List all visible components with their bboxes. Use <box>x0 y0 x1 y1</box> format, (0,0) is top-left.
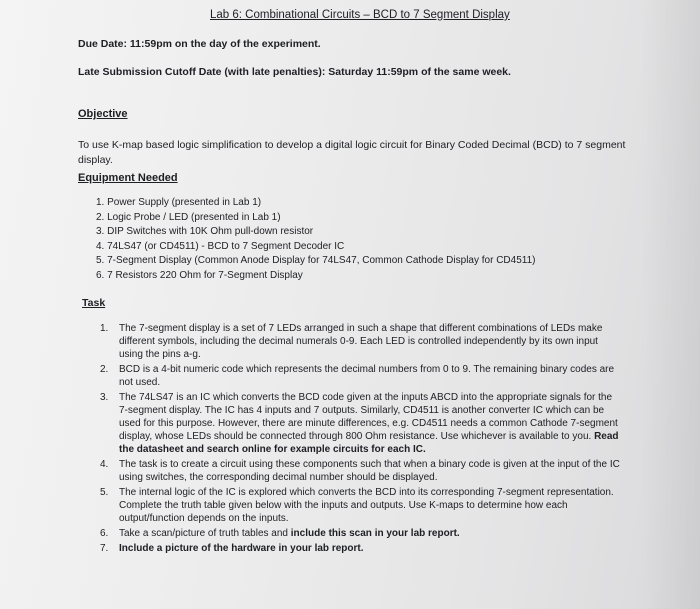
equipment-heading: Equipment Needed <box>78 172 178 184</box>
equipment-list <box>96 196 535 284</box>
task-item: 7. Include a picture of the hardware in your lab report. <box>100 543 364 554</box>
task-item: 2. BCD is a 4-bit numeric code which represents the decimal numbers from 0 to 9. The remaining binary codes are not used. <box>100 364 615 388</box>
task-item: 5. The internal logic of the IC is explored which converts the BCD into its corresponding 7-segment representation. Complete the truth table given below with the inputs and outputs. Use K-maps to determine how each output/function depends on the inputs. <box>100 487 614 524</box>
equipment-item: 6. 7 Resistors 220 Ohm for 7-Segment Display <box>96 269 303 281</box>
equipment-item: 4. 74LS47 (or CD4511) - BCD to 7 Segment Decoder IC <box>96 240 345 252</box>
task-item: 4. The task is to create a circuit using these components such that when a binary code is given at the input of the IC using switches, the corresponding decimal number should be displayed. <box>100 459 620 483</box>
objective-heading: Objective <box>78 108 128 120</box>
task-item: 6. Take a scan/picture of truth tables and include this scan in your lab report. <box>100 528 460 539</box>
task-heading: Task <box>82 297 106 309</box>
due-date: Due Date: 11:59pm on the day of the experiment. <box>78 38 321 50</box>
equipment-item: 5. 7-Segment Display (Common Anode Display for 74LS47, Common Cathode Display for CD4511) <box>96 255 536 267</box>
equipment-item: 2. Logic Probe / LED (presented in Lab 1) <box>96 211 281 223</box>
equipment-item: 3. DIP Switches with 10K Ohm pull-down resistor <box>96 226 314 238</box>
task-list <box>100 322 620 555</box>
task-item: 3. The 74LS47 is an IC which converts the BCD code given at the inputs ABCD into the appropriate signals for the 7-segment display. The IC has 4 inputs and 7 outputs. Similarly, CD4511 is another converter IC which can be used for this purpose. However, there are minute differences, e.g. CD4511 needs a common Cathode 7-segment display, whose LEDs should be connected through 800 Ohm resistance. Use whichever is available to you. Read the datasheet and search online for example circuits for each IC. <box>100 392 619 455</box>
task-item: 1. The 7-segment display is a set of 7 LEDs arranged in such a shape that different combinations of LEDs make different symbols, including the decimal numerals 0-9. Each LED is controlled independently by its own input using the pins a-g. <box>100 323 603 360</box>
equipment-item: 1. Power Supply (presented in Lab 1) <box>96 197 262 208</box>
lab-title: Lab 6: Combinational Circuits – BCD to 7 Segment Display <box>210 9 510 21</box>
page-shadow <box>640 0 700 609</box>
objective-text: To use K-map based logic simplification to develop a digital logic circuit for Binary Coded Decimal (BCD) to 7 segment display. <box>78 139 626 166</box>
late-cutoff-date: Late Submission Cutoff Date (with late penalties): Saturday 11:59pm of the same week. <box>78 66 511 78</box>
